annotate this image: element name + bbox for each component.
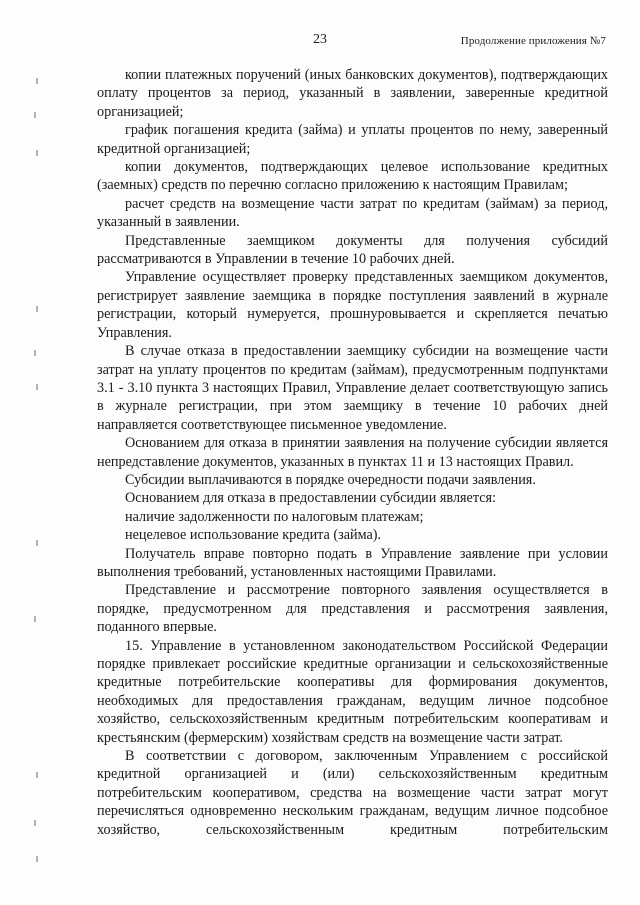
paragraph: 15. Управление в установленном законодательством Российской Федерации порядке привлекает российские кредитные организации и сельскохозяйственные кредитные потребительские кооперативы для формирования документов, необходимых для предоставления гражданам, ведущим личное подсобное хозяйство, сельскохозяйственным кредитным потребительским кооперативам и крестьянским (фермерским) хозяйствам средств на возмещение части затрат. (97, 637, 608, 746)
paragraph: Представленные заемщиком документы для получения субсидий рассматриваются в Управлении в течение 10 рабочих дней. (97, 232, 608, 268)
paragraph: расчет средств на возмещение части затрат по кредитам (займам) за период, указанный в заявлении. (97, 195, 608, 231)
scan-mark (34, 616, 36, 622)
paragraph: Представление и рассмотрение повторного заявления осуществляется в порядке, предусмотренном для представления и рассмотрения заявления, поданного впервые. (97, 582, 608, 636)
scan-mark (36, 540, 38, 546)
scan-mark (36, 150, 38, 156)
paragraph: Основанием для отказа в принятии заявления на получение субсидии является непредставление документов, указанных в пунктах 11 и 13 настоящих Правил. (97, 435, 608, 470)
paragraph: график погашения кредита (займа) и уплаты процентов по нему, заверенный кредитной организацией; (97, 122, 608, 157)
scan-mark (36, 772, 38, 778)
paragraph: копии платежных поручений (иных банковских документов), подтверждающих оплату процентов за период, указанный в заявлении, заверенные кредитной организацией; (97, 67, 608, 120)
paragraph: В случае отказа в предоставлении заемщику субсидии на возмещение части затрат на уплату процентов по кредитам (займам), предусмотренным подпунктами 3.1 - 3.10 пункта 3 настоящих Правил, Управление делает соответствующую запись в журнале регистрации, при этом заемщику в течение 10 рабочих дней направляется соответствующее письменное уведомление. (97, 343, 608, 433)
body-text (97, 66, 608, 839)
scan-mark (36, 856, 38, 862)
paragraph: Субсидии выплачиваются в порядке очередности подачи заявления. (125, 471, 536, 488)
paragraph: В соответствии с договором, заключенным Управлением с российской кредитной организацией и (или) сельскохозяйственным кредитным потребительским кооперативом, средства на возмещение части затрат могут перечисляться одновременно нескольким гражданам, ведущим личное подсобное хозяйство, сельскохозяйственным кредитным потребительским (97, 748, 608, 838)
running-header: Продолжение приложения №7 (460, 35, 606, 47)
paragraph: нецелевое использование кредита (займа). (125, 527, 382, 544)
scan-mark (36, 78, 38, 84)
paragraph: Управление осуществляет проверку представленных заемщиком документов, регистрирует заявление заемщика в порядке поступления заявлений в журнале регистрации, который нумеруется, прошнуровывается и скрепляется печатью Управления. (97, 269, 608, 341)
paragraph: наличие задолженности по налоговым платежам; (125, 508, 424, 525)
page-number: 23 (313, 32, 327, 47)
paragraph: копии документов, подтверждающих целевое использование кредитных (заемных) средств по перечню согласно приложению к настоящим Правилам; (97, 159, 608, 194)
scan-mark (34, 112, 36, 118)
paragraph: Получатель вправе повторно подать в Управление заявление при условии выполнения требований, установленных настоящими Правилами. (97, 545, 608, 580)
scan-mark (34, 820, 36, 826)
scan-mark (36, 306, 38, 312)
scan-mark (36, 384, 38, 390)
paragraph: Основанием для отказа в предоставлении субсидии является: (125, 490, 496, 507)
scan-mark (34, 350, 36, 356)
